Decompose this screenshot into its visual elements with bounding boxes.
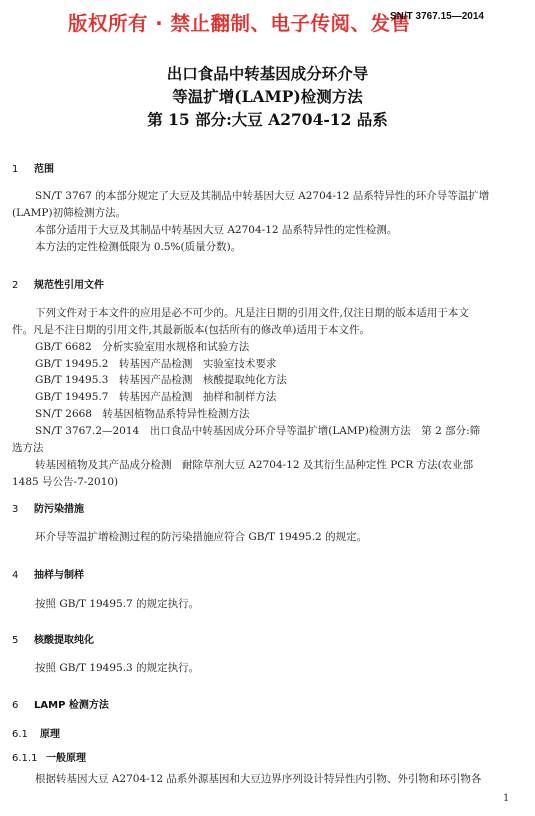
paragraph: 按照 GB/T 19495.7 的规定执行。: [35, 598, 200, 610]
section-title: 防污染措施: [34, 504, 84, 515]
doc-title-line3: 第 15 部分:大豆 A2704-12 品系: [147, 110, 388, 129]
section-number: 6: [12, 700, 19, 711]
section-title: 核酸提取纯化: [34, 635, 94, 646]
paragraph: 根据转基因大豆 A2704-12 品系外源基因和大豆边界序列设计特异性内引物、外引物和环引物各: [35, 773, 482, 785]
reference-item: GB/T 6682 分析实验室用水规格和试验方法: [35, 341, 250, 353]
reference-item: SN/T 3767.2—2014 出口食品中转基因成分环介导等温扩增(LAMP)检测方法 第 2 部分:筛: [35, 425, 481, 437]
reference-item: 选方法: [12, 442, 44, 454]
section-number: 4: [12, 570, 19, 581]
section-number: 3: [12, 504, 19, 515]
section-title: LAMP 检测方法: [34, 700, 109, 711]
section-number: 1: [12, 164, 19, 175]
subsection-6-1-heading: [12, 725, 60, 740]
paragraph: 环介导等温扩增检测过程的防污染措施应符合 GB/T 19495.2 的规定。: [35, 531, 368, 543]
section-number: 6.1.1: [12, 753, 38, 764]
section-number: 5: [12, 635, 19, 646]
paragraph: 本部分适用于大豆及其制品中转基因大豆 A2704-12 品系特异性的定性检测。: [35, 224, 398, 236]
section-number: 6.1: [12, 729, 28, 740]
section-number: 2: [12, 280, 19, 291]
section-title: 抽样与制样: [34, 570, 84, 581]
section-1-heading: [12, 160, 54, 175]
doc-title-line2: 等温扩增(LAMP)检测方法: [172, 87, 363, 106]
section-5-heading: [12, 631, 94, 646]
section-title: 原理: [40, 729, 60, 740]
standard-code: SN/T 3767.15—2014: [390, 11, 484, 22]
section-title: 范围: [34, 164, 54, 175]
doc-title-line1: 出口食品中转基因成分环介导: [166, 64, 369, 83]
section-4-heading: [12, 566, 84, 581]
section-title: 一般原理: [46, 753, 86, 764]
reference-item: GB/T 19495.3 转基因产品检测 核酸提取纯化方法: [35, 374, 287, 386]
reference-item: SN/T 2668 转基因植物品系特异性检测方法: [35, 408, 250, 420]
copyright-watermark: 版权所有 · 禁止翻制、电子传阅、发售: [68, 12, 411, 35]
section-6-heading: [12, 696, 109, 711]
section-3-heading: [12, 500, 84, 515]
paragraph: 本方法的定性检测低限为 0.5%(质量分数)。: [35, 241, 242, 253]
paragraph: SN/T 3767 的本部分规定了大豆及其制品中转基因大豆 A2704-12 品系特异性的环介导等温扩增: [35, 190, 490, 202]
section-2-heading: [12, 276, 104, 291]
subsection-6-1-1-heading: [12, 749, 86, 764]
paragraph: (LAMP)初筛检测方法。: [12, 207, 127, 219]
reference-item: 转基因植物及其产品成分检测 耐除草剂大豆 A2704-12 及其衍生品种定性 PCR 方法(农业部: [35, 459, 474, 471]
page-number: 1: [503, 793, 510, 804]
section-title: 规范性引用文件: [34, 280, 104, 291]
reference-item: GB/T 19495.2 转基因产品检测 实验室技术要求: [35, 358, 277, 370]
paragraph: 件。凡是不注日期的引用文件,其最新版本(包括所有的修改单)适用于本文件。: [12, 324, 371, 336]
paragraph: 下列文件对于本文件的应用是必不可少的。凡是注日期的引用文件,仅注日期的版本适用于本文: [35, 307, 469, 319]
paragraph: 按照 GB/T 19495.3 的规定执行。: [35, 662, 200, 674]
reference-item: GB/T 19495.7 转基因产品检测 抽样和制样方法: [35, 391, 277, 403]
reference-item: 1485 号公告-7-2010): [12, 476, 119, 488]
